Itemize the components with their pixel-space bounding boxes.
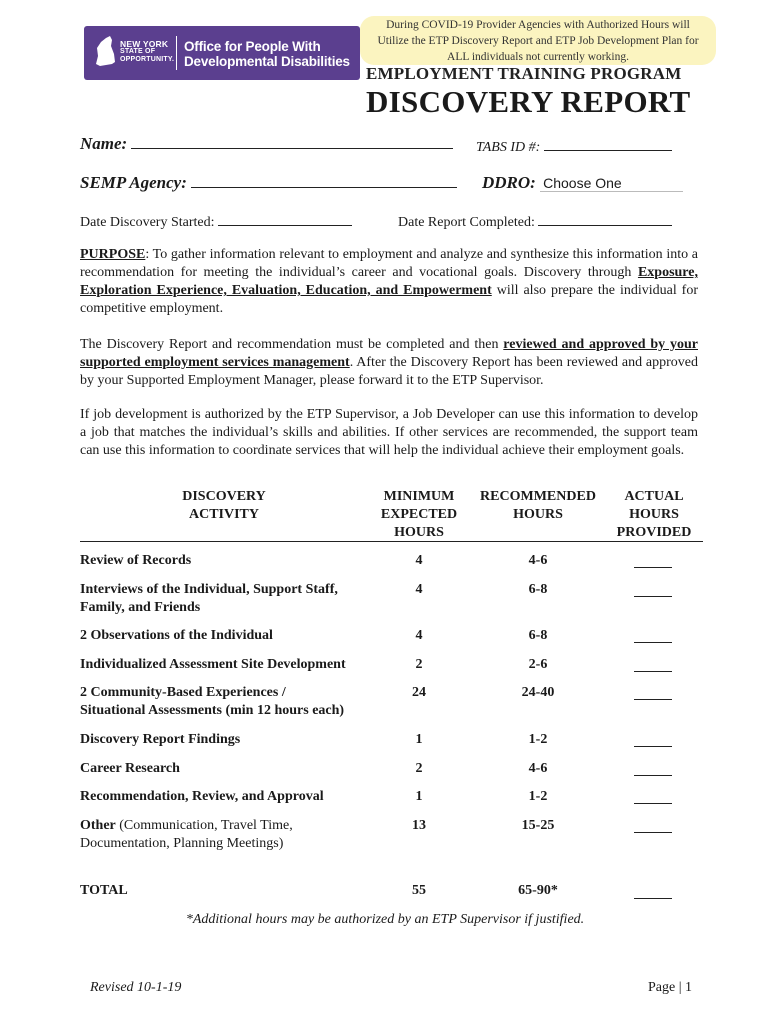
table-row-min: 2	[415, 761, 423, 776]
agency-name: Office for People With Developmental Disabilities	[184, 39, 350, 69]
footnote: *Additional hours may be authorized by an ETP Supervisor if justified.	[185, 912, 585, 927]
tabs-id-input-line[interactable]	[544, 136, 672, 151]
program-title: EMPLOYMENT TRAINING PROGRAM	[366, 64, 682, 83]
actual-hours-input[interactable]	[634, 657, 672, 672]
date-started-input-line[interactable]	[218, 211, 352, 226]
semp-agency-field: SEMP Agency:	[80, 173, 457, 193]
page-number: Page | 1	[648, 980, 693, 995]
job-development-paragraph: If job development is authorized by the ETP Supervisor, a Job Developer can use this information to develop a job that matches the individual’s skills and abilities. If other services are recommended, the support team can use this information to coordinate services that will help the individual achieve their employment goals.	[80, 407, 698, 458]
actual-hours-input[interactable]	[634, 685, 672, 700]
total-label: TOTAL	[80, 883, 128, 898]
ddro-field: DDRO: Choose One	[482, 173, 683, 193]
name-field: Name:	[80, 134, 453, 154]
table-row-activity: Discovery Report Findings	[80, 732, 241, 747]
table-row-rec: 4-6	[528, 761, 548, 776]
table-row-rec: 4-6	[528, 553, 548, 568]
tabs-id-field: TABS ID #:	[476, 136, 672, 156]
header-rule	[80, 541, 703, 542]
table-row-min: 4	[415, 628, 423, 643]
header-minimum-hours: MINIMUM EXPECTED HOURS	[380, 489, 458, 540]
table-row-rec: 1-2	[528, 789, 548, 804]
table-row-rec: 15-25	[521, 818, 555, 833]
table-row-activity: Interviews of the Individual, Support Staff, Family, and Friends	[80, 582, 338, 615]
actual-hours-input[interactable]	[634, 628, 672, 643]
table-row-min: 13	[412, 818, 426, 833]
table-row-activity: Recommendation, Review, and Approval	[80, 789, 324, 804]
table-row-activity: Other (Communication, Travel Time, Documentation, Planning Meetings)	[80, 818, 293, 851]
purpose-paragraph: PURPOSE: To gather information relevant to employment and analyze and synthesize this information into a recommendation for meeting the individual’s career and vocational goals. Discovery through Exposure, Exploration Experience, Evaluation, Education, and Empowerment will also prepare the individual for competitive employment.	[80, 247, 699, 316]
table-row-activity: Review of Records	[80, 553, 192, 568]
header-discovery-activity: DISCOVERY ACTIVITY	[182, 489, 266, 522]
approval-paragraph: The Discovery Report and recommendation must be completed and then reviewed and approved by your supported employment services management. After the Discovery Report has been reviewed and approved by your Supported Employment Manager, please forward it to the ETP Supervisor.	[80, 337, 698, 388]
table-row-rec: 6-8	[528, 582, 548, 597]
table-row-activity: Individualized Assessment Site Development	[80, 657, 346, 672]
date-completed-input-line[interactable]	[538, 211, 672, 226]
ddro-select[interactable]: Choose One	[540, 175, 683, 192]
table-row-min: 1	[415, 732, 423, 747]
header-actual-hours: ACTUAL HOURS PROVIDED	[616, 489, 692, 540]
actual-hours-total-input[interactable]	[634, 884, 672, 899]
table-row-activity: Career Research	[80, 761, 180, 776]
ny-state-wordmark: NEW YORK STATE OF OPPORTUNITY.	[120, 39, 175, 63]
table-row-rec: 2-6	[528, 657, 548, 672]
table-row-rec: 24-40	[521, 685, 555, 700]
table-row-rec: 1-2	[528, 732, 548, 747]
table-row-min: 2	[415, 657, 423, 672]
actual-hours-input[interactable]	[634, 553, 672, 568]
total-rec: 65-90*	[518, 883, 558, 898]
table-row-rec: 6-8	[528, 628, 548, 643]
covid-notice: During COVID-19 Provider Agencies with Authorized Hours will Utilize the ETP Discovery Report and ETP Job Development Plan for ALL individuals not currently working.	[360, 16, 716, 65]
logo-divider	[176, 36, 177, 70]
table-row-min: 4	[415, 582, 423, 597]
date-completed-field: Date Report Completed:	[398, 211, 672, 231]
total-min: 55	[412, 883, 426, 898]
actual-hours-input[interactable]	[634, 582, 672, 597]
date-started-field: Date Discovery Started:	[80, 211, 352, 231]
table-row-min: 1	[415, 789, 423, 804]
header-recommended-hours: RECOMMENDED HOURS	[480, 489, 596, 522]
semp-agency-input-line[interactable]	[191, 173, 457, 188]
opwdd-logo	[84, 26, 360, 80]
actual-hours-input[interactable]	[634, 761, 672, 776]
actual-hours-input[interactable]	[634, 732, 672, 747]
table-row-activity: 2 Observations of the Individual	[80, 628, 273, 643]
table-row-activity: 2 Community-Based Experiences / Situational Assessments (min 12 hours each)	[80, 685, 345, 718]
table-row-min: 4	[415, 553, 423, 568]
actual-hours-input[interactable]	[634, 789, 672, 804]
table-row-min: 24	[412, 685, 426, 700]
page-title: DISCOVERY REPORT	[366, 84, 691, 119]
new-york-state-icon	[92, 34, 118, 70]
name-input-line[interactable]	[131, 134, 453, 149]
actual-hours-input[interactable]	[634, 818, 672, 833]
revision-date: Revised 10-1-19	[90, 980, 182, 995]
